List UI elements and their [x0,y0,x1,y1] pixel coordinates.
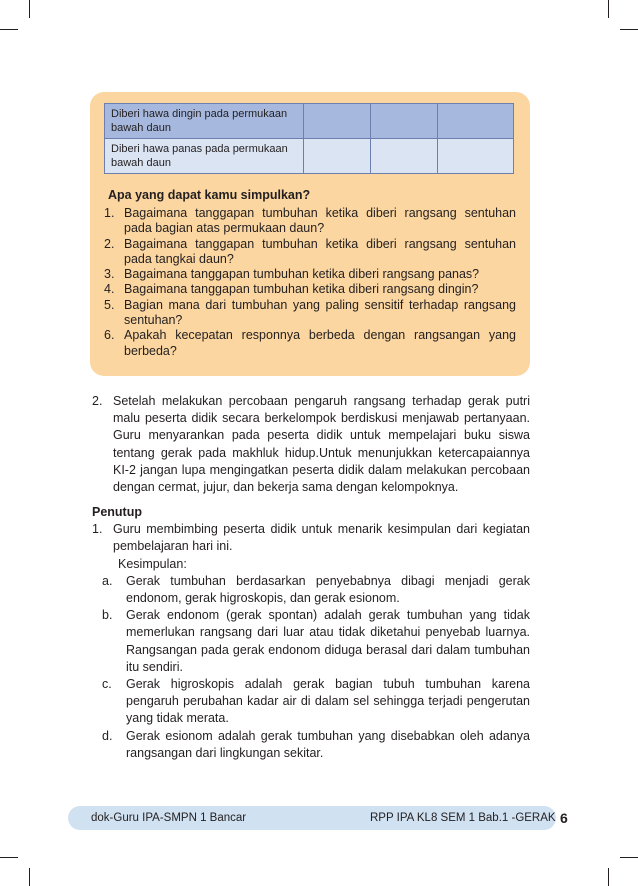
list-item [104,267,516,282]
list-number: 2. [104,236,115,251]
table-row [105,139,514,174]
list-text: Bagaimana tanggapan tumbuhan ketika diberi rangsang panas? [124,267,480,282]
list-text: Bagaimana tanggapan tumbuhan ketika diberi rangsang dingin? [124,282,479,297]
list-number: 5. [104,297,115,312]
list-number: 1. [104,206,115,220]
conclusion-item [92,573,530,607]
crop-mark [29,0,30,18]
conclusion-text: Gerak endonom (gerak spontan) adalah gerak tumbuhan yang tidak memerlukan rangsang dari luar atau tidak diketahui penyebab luarnya. Rangsangan pada gerak endonom diduga berasal dari dalam tumbuhan itu sendiri. [126,608,530,674]
table-cell [371,104,438,139]
crop-mark [0,857,18,858]
table-cell [438,139,514,174]
list-item [104,282,516,297]
step-text: Guru membimbing peserta didik untuk menarik kesimpulan dari kegiatan pembelajaran hari ini. [113,522,530,554]
crop-mark [620,857,638,858]
table-cell [371,139,438,174]
crop-mark [29,868,30,886]
table-cell [304,104,371,139]
list-item [104,206,516,237]
step-2-section [92,393,530,496]
footer-left-text: dok-Guru IPA-SMPN 1 Bancar [91,812,247,824]
penutup-section [92,504,530,762]
table-cell-label: Diberi hawa panas pada permukaan bawah daun [105,139,304,174]
kesimpulan-label: Kesimpulan: [118,556,187,571]
conclusion-text: Gerak esionom adalah gerak tumbuhan yang disebabkan oleh adanya rangsangan dari lingkungan sekitar. [126,728,530,760]
table-cell [304,139,371,174]
crop-mark [620,29,638,30]
list-item [104,328,516,359]
table-row [105,104,514,139]
crop-mark [608,0,609,18]
list-text: Bagian mana dari tumbuhan yang paling sensitif terhadap rangsang sentuhan? [124,297,516,328]
list-item [104,298,516,329]
conclusion-item [92,728,530,762]
step-number: 2. [92,394,103,408]
conclusion-letter: b. [102,608,113,623]
questions-list [104,206,516,359]
list-number: 4. [104,282,115,297]
list-text: Bagaimana tanggapan tumbuhan ketika diberi rangsang sentuhan pada tangkai daun? [124,236,516,266]
page-number: 6 [560,810,568,826]
conclusion-item [92,607,530,676]
step-2-paragraph [92,393,530,496]
conclusion-letter: d. [102,728,113,743]
list-text: Bagaimana tanggapan tumbuhan ketika diberi rangsang sentuhan pada bagian atas permukaan daun? [124,206,516,236]
questions-title: Apa yang dapat kamu simpulkan? [108,188,311,202]
conclusion-item [92,676,530,728]
conclusion-text: Gerak tumbuhan berdasarkan penyebabnya dibagi menjadi gerak endonom, gerak higroskopis, dan gerak esionom. [126,573,530,606]
list-item [104,237,516,268]
conclusion-letter: a. [102,573,113,588]
penutup-item [92,521,530,555]
step-number: 1. [92,522,103,537]
table-cell [438,104,514,139]
step-text: Setelah melakukan percobaan pengaruh rangsang terhadap gerak putri malu peserta didik secara berkelompok berdiskusi menjawab pertanyaan. Guru menyarankan pada peserta didik untuk mempelajari buku siswa tentang gerak pada makhluk hidup.Untuk menunjukkan ketercapaiannya KI-2 jangan lupa mengingatkan peserta didik dalam melakukan percobaan dengan cermat, jujur, dan bekerja sama dengan kelompoknya. [113,394,530,495]
observation-table [104,103,514,174]
crop-mark [608,868,609,886]
footer-right-text: RPP IPA KL8 SEM 1 Bab.1 -GERAK [370,812,556,824]
table-cell-label: Diberi hawa dingin pada permukaan bawah daun [105,104,304,139]
list-text: Apakah kecepatan responnya berbeda dengan rangsangan yang berbeda? [124,328,516,358]
list-number: 6. [104,328,115,343]
conclusion-letter: c. [102,677,112,692]
list-number: 3. [104,267,115,282]
crop-mark [0,29,18,30]
conclusion-text: Gerak higroskopis adalah gerak bagian tubuh tumbuhan karena pengaruh perubahan kadar air di dalam sel sehingga terjadi pengerutan yang tidak merata. [126,677,530,726]
section-heading: Penutup [92,505,142,519]
